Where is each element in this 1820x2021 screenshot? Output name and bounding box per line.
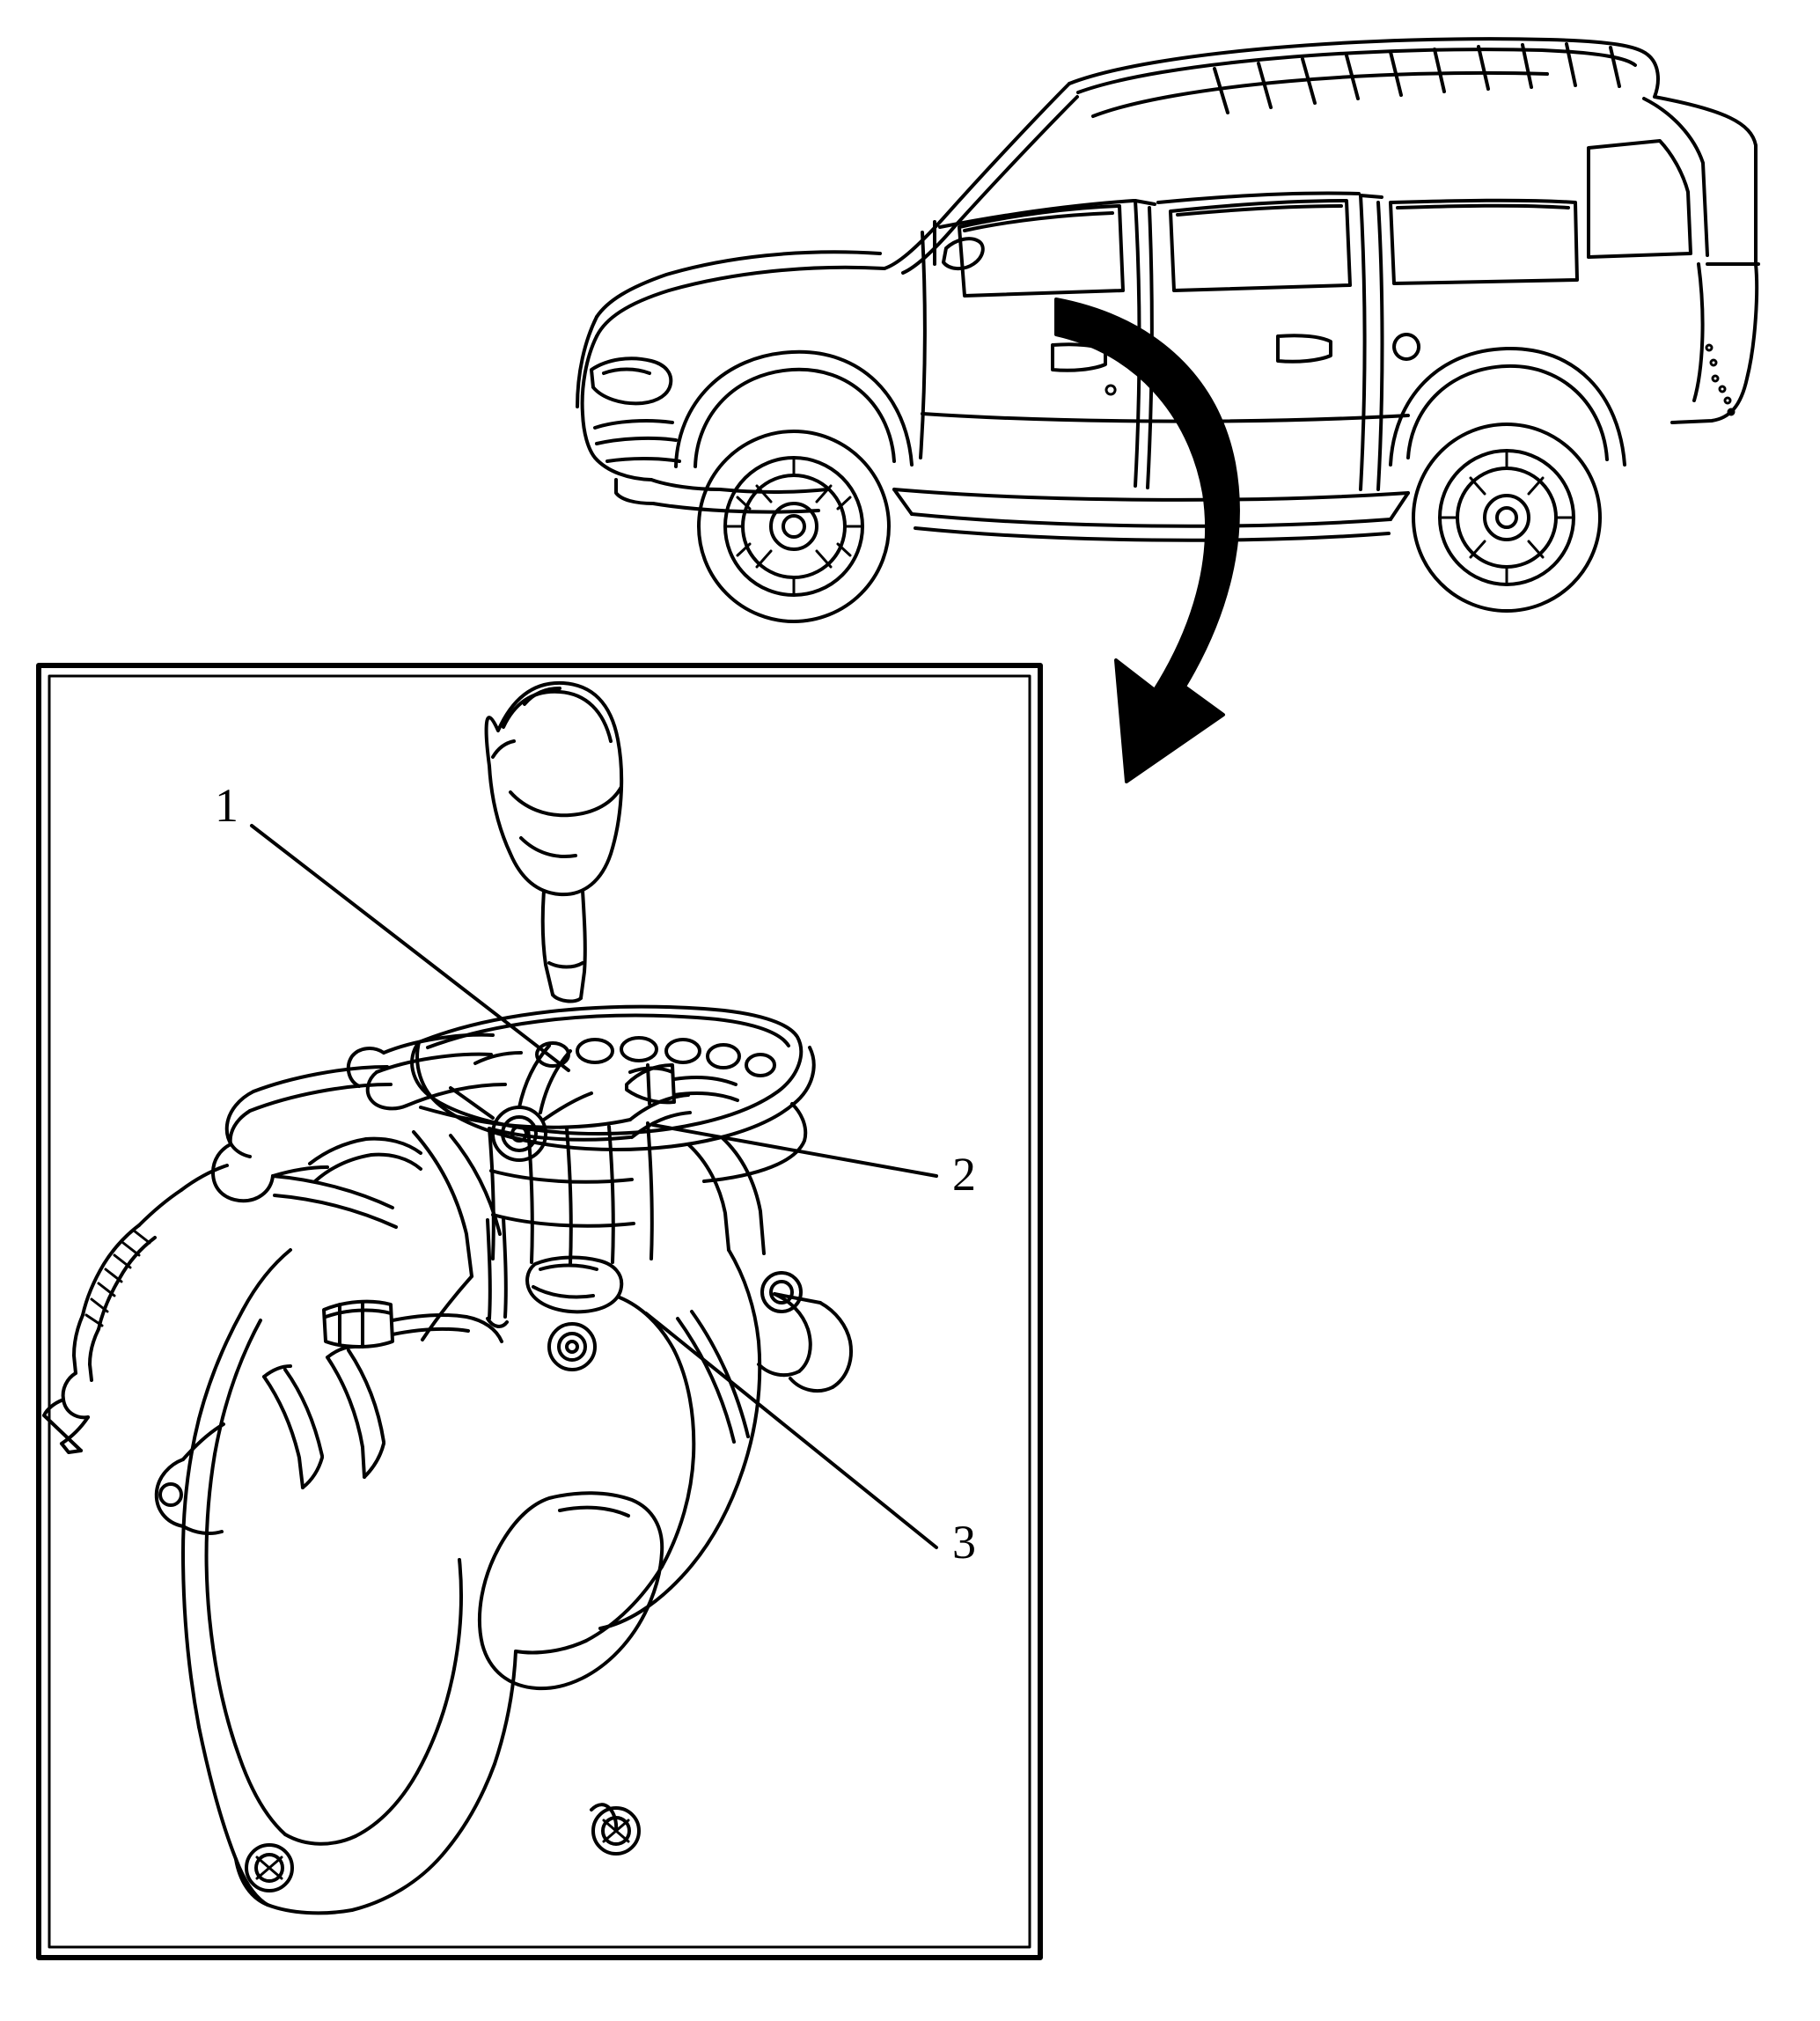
vehicle-side-view: [577, 39, 1758, 621]
callout-label-2: 2: [952, 1148, 976, 1201]
callout-label-3: 3: [952, 1516, 976, 1569]
callout-label-1: 1: [215, 779, 239, 832]
detail-panel-border: [39, 665, 1040, 1958]
